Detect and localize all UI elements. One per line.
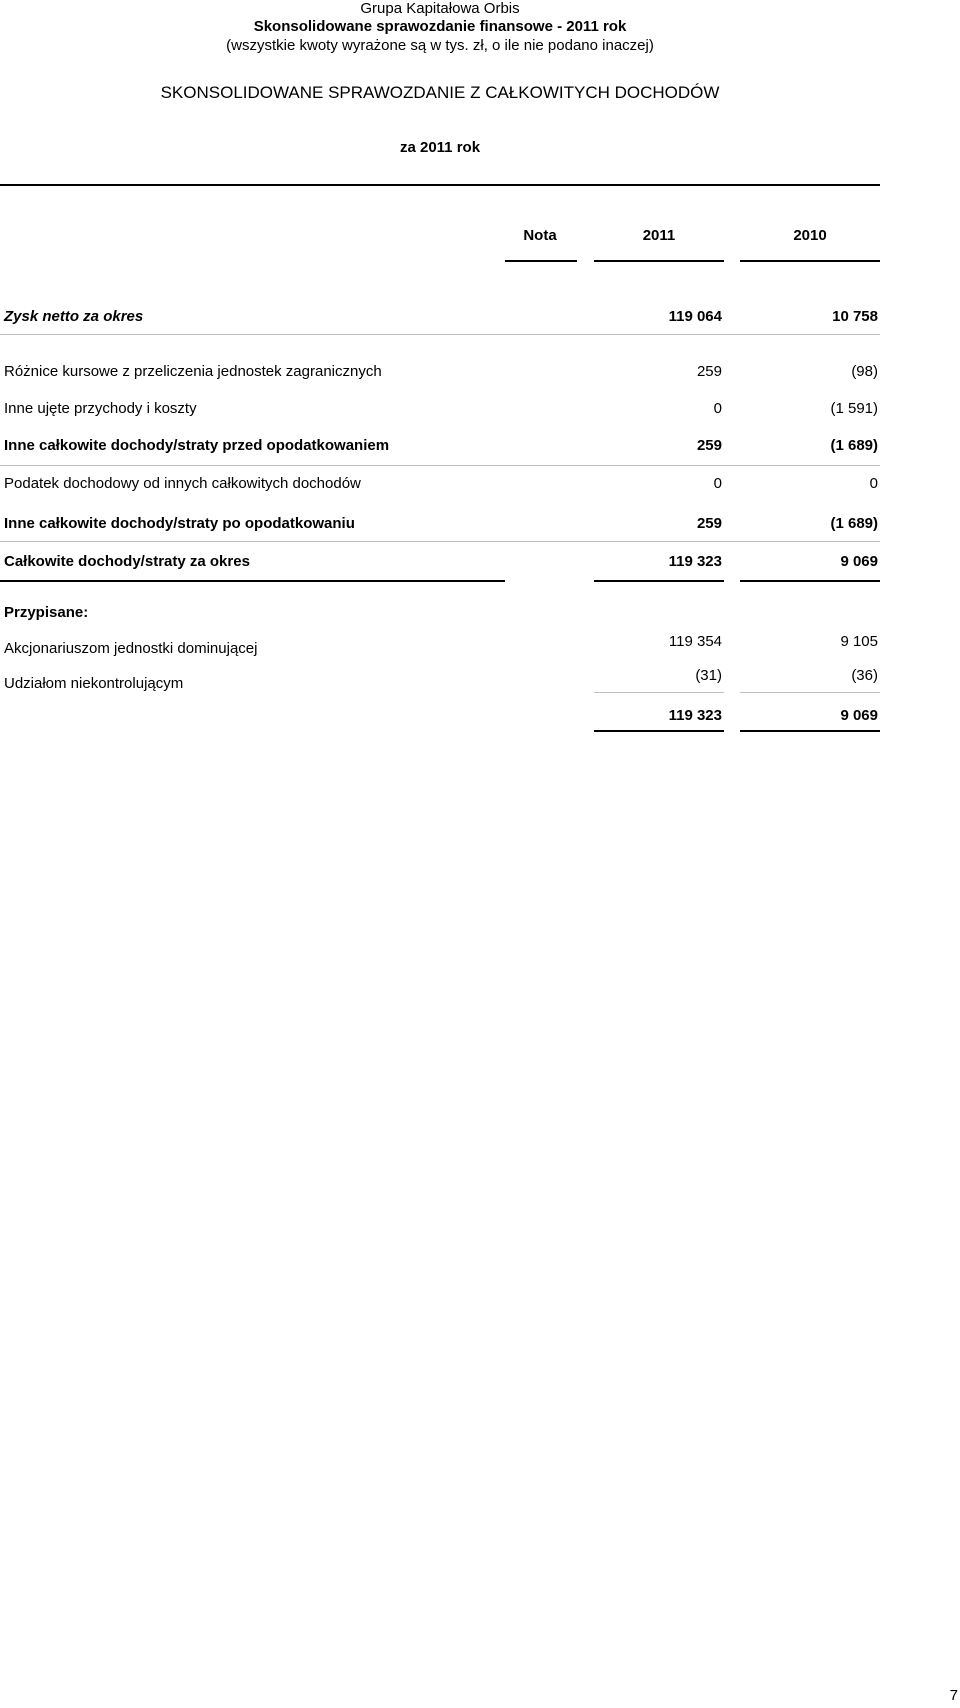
attributable-divider-2010 bbox=[740, 692, 880, 693]
y2-header-underline bbox=[740, 260, 880, 262]
nota-header-underline bbox=[505, 260, 577, 262]
column-header-2010: 2010 bbox=[793, 227, 827, 244]
row-value-2010: (1 591) bbox=[830, 400, 878, 417]
column-header-nota: Nota bbox=[523, 227, 557, 244]
row-label: Zysk netto za okres bbox=[4, 308, 144, 325]
report-title: Skonsolidowane sprawozdanie finansowe - 2011 rok bbox=[253, 18, 627, 35]
row-value-2011: 259 bbox=[696, 515, 722, 532]
row-value-2011: 0 bbox=[713, 400, 722, 417]
row-value-2010: 10 758 bbox=[832, 308, 878, 325]
total-underline-label bbox=[0, 580, 505, 582]
row-label: Udziałom niekontrolującym bbox=[4, 675, 184, 692]
y1-header-underline bbox=[594, 260, 724, 262]
page-number: 7 bbox=[949, 1687, 958, 1704]
row-value-2011: 259 bbox=[696, 363, 722, 380]
attributable-divider-2011 bbox=[594, 692, 724, 693]
row-value-2010: 9 069 bbox=[840, 553, 878, 570]
statement-period: za 2011 rok bbox=[399, 139, 481, 156]
total-underline-2011 bbox=[594, 580, 724, 582]
attributable-total-underline-2011 bbox=[594, 730, 724, 732]
attributable-heading: Przypisane: bbox=[4, 604, 89, 621]
company-name: Grupa Kapitałowa Orbis bbox=[360, 0, 520, 17]
row-label: Inne całkowite dochody/straty przed opodatkowaniem bbox=[4, 437, 390, 454]
row-label: Inne całkowite dochody/straty po opodatkowaniu bbox=[4, 515, 355, 532]
statement-title: SKONSOLIDOWANE SPRAWOZDANIE Z CAŁKOWITYCH DOCHODÓW bbox=[160, 83, 720, 102]
row-label: Akcjonariuszom jednostki dominującej bbox=[4, 640, 258, 657]
row-value-2010: (1 689) bbox=[830, 515, 878, 532]
row-label: Różnice kursowe z przeliczenia jednostek zagranicznych bbox=[4, 363, 382, 380]
row-value-2011: 259 bbox=[696, 437, 722, 454]
row-label: Całkowite dochody/straty za okres bbox=[4, 553, 250, 570]
column-header-2011: 2011 bbox=[642, 227, 676, 244]
row-value-2010: 9 069 bbox=[840, 707, 878, 724]
row-value-2010: (1 689) bbox=[830, 437, 878, 454]
row-value-2010: 0 bbox=[869, 475, 878, 492]
row-divider bbox=[0, 541, 880, 542]
row-value-2011: 0 bbox=[713, 475, 722, 492]
total-underline-2010 bbox=[740, 580, 880, 582]
row-label: Inne ujęte przychody i koszty bbox=[4, 400, 197, 417]
row-value-2011: 119 064 bbox=[668, 308, 722, 325]
row-label: Podatek dochodowy od innych całkowitych dochodów bbox=[4, 475, 361, 492]
top-divider bbox=[0, 184, 880, 186]
row-value-2010: (36) bbox=[851, 667, 878, 684]
attributable-total-underline-2010 bbox=[740, 730, 880, 732]
row-value-2011: 119 323 bbox=[668, 553, 722, 570]
row-value-2011: (31) bbox=[695, 667, 722, 684]
row-value-2011: 119 323 bbox=[668, 707, 722, 724]
units-note: (wszystkie kwoty wyrażone są w tys. zł, o ile nie podano inaczej) bbox=[226, 37, 654, 54]
row-value-2010: (98) bbox=[851, 363, 878, 380]
row-divider bbox=[0, 334, 880, 335]
row-value-2011: 119 354 bbox=[668, 633, 722, 650]
row-divider bbox=[0, 465, 880, 466]
row-value-2010: 9 105 bbox=[840, 633, 878, 650]
